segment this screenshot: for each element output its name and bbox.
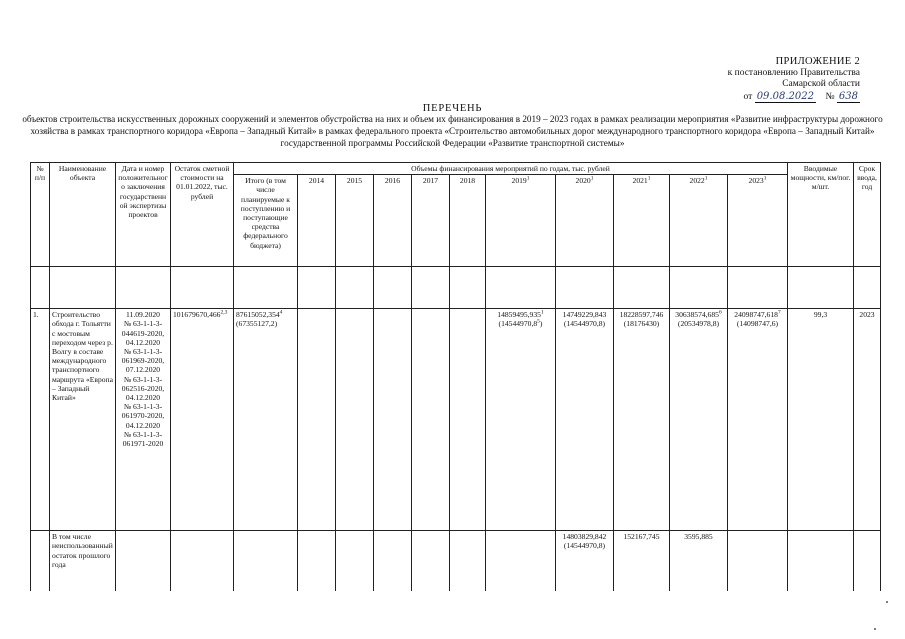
row-term: 2023 [854, 309, 881, 531]
header-expertise: Дата и номер положительного заключения государственной экспертизы проектов [116, 163, 171, 267]
footnote-mark: 1 [704, 175, 708, 182]
header-volumes: Объемы финансирования мероприятий по годам, тыс. рублей [234, 163, 788, 175]
footnote-mark: 1 [763, 175, 767, 182]
sub-value-2020: 14803829,842 [562, 532, 607, 542]
table-row [31, 531, 881, 591]
value-2021: 18228597,746 [619, 310, 664, 320]
cell-2022 [670, 309, 728, 531]
expertise-line: № 63-1-1-3-061971-2020 [122, 429, 164, 449]
footnote-mark: 6 [718, 309, 722, 316]
cell-2019 [486, 309, 556, 531]
header-year-2016 [374, 175, 412, 267]
fed-2023: (14098747,6) [736, 319, 779, 329]
header-year-2019 [486, 175, 556, 267]
year-label: 2014 [308, 176, 325, 186]
fed-2020: (14544970,8) [563, 319, 606, 329]
value-2019: 14859495,935 [497, 310, 541, 320]
year-label: 2020 [575, 176, 591, 186]
appendix-date-line [680, 91, 860, 104]
year-label: 2019 [511, 176, 527, 186]
spacer-row [31, 267, 881, 309]
footnote-mark: 1 [590, 175, 594, 182]
appendix-block [680, 56, 860, 103]
sub-fed-2020: (14544970,8) [563, 541, 606, 551]
header-year-2023 [728, 175, 788, 267]
header-year-2017 [412, 175, 450, 267]
sub-cell-2022 [670, 531, 728, 591]
header-year-2018 [450, 175, 486, 267]
year-label: 2017 [422, 176, 439, 186]
footnote-mark: 5 [537, 318, 540, 325]
cell-2017 [412, 309, 450, 531]
row-total [234, 309, 298, 531]
expertise-line: 04.12.2020 [125, 420, 161, 430]
footnote-mark: 1 [540, 309, 544, 316]
row-remaining [171, 309, 234, 531]
appendix-title: ПРИЛОЖЕНИЕ 2 [775, 56, 860, 67]
year-label: 2015 [346, 176, 363, 186]
cell-2021 [614, 309, 670, 531]
year-label: 2023 [748, 176, 764, 186]
finance-table [30, 162, 881, 591]
header-term: Срок ввода, год [854, 163, 881, 267]
sub-cell-2021 [614, 531, 670, 591]
header-total: Итого (в том числе планируемые к поступлению и поступающие средства федерального бюджета) [234, 175, 298, 267]
value-2023: 24098747,618 [734, 310, 778, 320]
footnote-mark: 7 [777, 309, 781, 316]
expertise-line: № 63-1-1-3-062516-2020, [121, 374, 165, 393]
sub-value-2022: 3595,885 [684, 532, 713, 542]
cell-2015 [336, 309, 374, 531]
header-year-2020 [556, 175, 614, 267]
table-row [31, 309, 881, 531]
cell-2020 [556, 309, 614, 531]
header-remaining: Остаток сметной стоимости на 01.01.2022, тыс. рублей [171, 163, 234, 267]
header-num: № п/п [31, 163, 50, 267]
expertise-line: 07.12.2020 [125, 365, 161, 375]
date-prefix: от [743, 91, 753, 102]
row-capacity: 99,3 [788, 309, 854, 531]
year-label: 2016 [384, 176, 401, 186]
fed-2019-close: ) [539, 319, 543, 329]
row-expertise [116, 309, 171, 531]
date-value: 09.08.2022 [756, 90, 814, 102]
header-year-2022 [670, 175, 728, 267]
footnote-mark: 2,3 [220, 309, 228, 316]
footnote-mark: 1 [526, 175, 530, 182]
row-object-name: Строительство обхода г. Тольятти с мостовым переходом через р. Волгу в составе международного транспортного маршрута «Европа – Западный Китай» [50, 309, 116, 531]
cell-2016 [374, 309, 412, 531]
document-subtitle: объектов строительства искусственных дорожных сооружений и элементов обустройства на них и объем их финансирования в 2019 – 2023 годах в рамках реализации мероприятия «Развитие инфраструктуры дорожного хозяйства в рамках транспортного коридора «Европа – Западный Китай» в рамках федерального проекта «Строительство автомобильных дорог международного транспортного коридора «Европа – Западный Китай» государственной программы Российской Федерации «Развитие транспортной системы» [22, 114, 883, 148]
expertise-line: № 63-1-1-3-061970-2020, [121, 402, 165, 421]
year-label: 2022 [689, 176, 705, 186]
row-sub-name: В том числе неиспользованный остаток прошлого года [50, 531, 116, 591]
header-year-2021 [614, 175, 670, 267]
row-num: 1. [31, 309, 50, 531]
cell-2014 [298, 309, 336, 531]
scan-speck [886, 601, 888, 603]
cell-2018 [450, 309, 486, 531]
total-fed-value: (67355127,2) [236, 319, 278, 329]
header-row-1 [31, 163, 881, 175]
expertise-line: № 63-1-1-3-061969-2020, [121, 347, 165, 366]
number-value: 638 [838, 90, 858, 102]
value-2020: 14749229,843 [562, 310, 607, 320]
total-value: 87615052,354 [236, 310, 280, 320]
expertise-line: 04.12.2020 [125, 337, 161, 347]
appendix-line1: к постановлению Правительства [727, 67, 860, 78]
remaining-value: 101679670,466 [173, 310, 221, 320]
expertise-line: 04.12.2020 [125, 393, 161, 403]
fed-2022: (20534978,8) [677, 319, 720, 329]
cell-2023 [728, 309, 788, 531]
appendix-line2: Самарской области [782, 79, 860, 89]
header-year-2015 [336, 175, 374, 267]
document-title: ПЕРЕЧЕНЬ [422, 103, 483, 114]
footnote-mark: 1 [647, 175, 651, 182]
expertise-line: № 63-1-1-3-044619-2020, [121, 319, 165, 338]
sub-cell-2020 [556, 531, 614, 591]
value-2022: 30638574,685 [675, 310, 719, 320]
year-label: 2018 [459, 176, 476, 186]
header-capacity: Вводимые мощности, км/пог. м/шт. [788, 163, 854, 267]
scan-speck [874, 628, 876, 630]
number-prefix: № [825, 91, 835, 102]
header-year-2014 [298, 175, 336, 267]
sub-value-2021: 152167,745 [623, 532, 660, 542]
footnote-mark: 4 [279, 309, 283, 316]
year-label: 2021 [632, 176, 648, 186]
fed-2019: (14544970,8 [498, 319, 538, 329]
header-name: Наименование объекта [50, 163, 116, 267]
expertise-line: 11.09.2020 [126, 310, 160, 320]
fed-2021: (18176430) [623, 319, 660, 329]
